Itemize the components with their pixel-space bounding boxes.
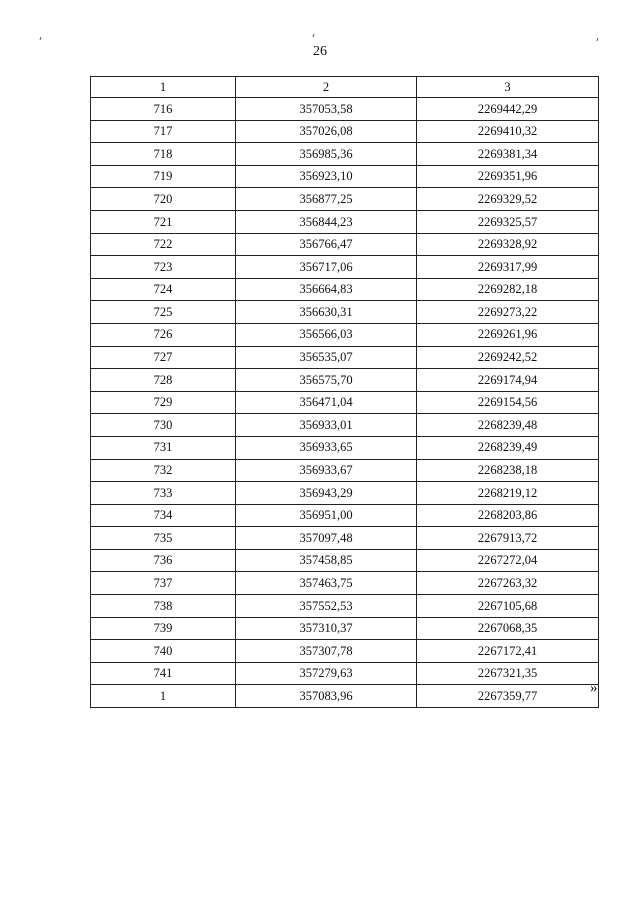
y-coordinate-cell: 2267263,32 <box>417 572 599 595</box>
scan-speck <box>313 34 315 37</box>
x-coordinate-cell: 357026,08 <box>236 120 417 143</box>
point-number-cell: 719 <box>91 165 236 188</box>
page-number: 26 <box>313 44 327 59</box>
table-row <box>91 662 599 685</box>
y-coordinate-cell: 2269351,96 <box>417 165 599 188</box>
point-number-cell: 731 <box>91 436 236 459</box>
column-header-3: 3 <box>417 77 599 98</box>
table-row <box>91 527 599 550</box>
point-number-cell: 724 <box>91 278 236 301</box>
y-coordinate-cell: 2267321,35 <box>417 662 599 685</box>
table-body <box>91 98 599 708</box>
x-coordinate-cell: 357463,75 <box>236 572 417 595</box>
point-number-cell: 722 <box>91 233 236 256</box>
x-coordinate-cell: 357458,85 <box>236 549 417 572</box>
x-coordinate-cell: 357279,63 <box>236 662 417 685</box>
x-coordinate-cell: 356985,36 <box>236 143 417 166</box>
closing-quote-mark: » <box>590 680 598 696</box>
y-coordinate-cell: 2267068,35 <box>417 617 599 640</box>
point-number-cell: 737 <box>91 572 236 595</box>
table-row <box>91 549 599 572</box>
y-coordinate-cell: 2269328,92 <box>417 233 599 256</box>
table-row <box>91 391 599 414</box>
table-row <box>91 595 599 618</box>
table-row <box>91 436 599 459</box>
table-row <box>91 301 599 324</box>
x-coordinate-cell: 357310,37 <box>236 617 417 640</box>
table-row <box>91 143 599 166</box>
x-coordinate-cell: 356717,06 <box>236 256 417 279</box>
x-coordinate-cell: 357307,78 <box>236 640 417 663</box>
table-row <box>91 278 599 301</box>
point-number-cell: 733 <box>91 482 236 505</box>
point-number-cell: 720 <box>91 188 236 211</box>
table-row <box>91 233 599 256</box>
y-coordinate-cell: 2267272,04 <box>417 549 599 572</box>
point-number-cell: 726 <box>91 323 236 346</box>
column-header-2: 2 <box>236 77 417 98</box>
x-coordinate-cell: 356933,67 <box>236 459 417 482</box>
column-header-1: 1 <box>91 77 236 98</box>
table-row <box>91 210 599 233</box>
table-header <box>91 77 599 98</box>
point-number-cell: 728 <box>91 369 236 392</box>
x-coordinate-cell: 356877,25 <box>236 188 417 211</box>
point-number-cell: 717 <box>91 120 236 143</box>
y-coordinate-cell: 2267913,72 <box>417 527 599 550</box>
point-number-cell: 734 <box>91 504 236 527</box>
point-number-cell: 1 <box>91 685 236 708</box>
table-row <box>91 572 599 595</box>
x-coordinate-cell: 356566,03 <box>236 323 417 346</box>
y-coordinate-cell: 2269329,52 <box>417 188 599 211</box>
x-coordinate-cell: 356951,00 <box>236 504 417 527</box>
table-row <box>91 414 599 437</box>
table-row <box>91 617 599 640</box>
y-coordinate-cell: 2269442,29 <box>417 98 599 121</box>
point-number-cell: 723 <box>91 256 236 279</box>
y-coordinate-cell: 2269410,32 <box>417 120 599 143</box>
x-coordinate-cell: 356575,70 <box>236 369 417 392</box>
point-number-cell: 738 <box>91 595 236 618</box>
x-coordinate-cell: 356943,29 <box>236 482 417 505</box>
x-coordinate-cell: 356933,65 <box>236 436 417 459</box>
y-coordinate-cell: 2269282,18 <box>417 278 599 301</box>
x-coordinate-cell: 356535,07 <box>236 346 417 369</box>
y-coordinate-cell: 2268238,18 <box>417 459 599 482</box>
table-row <box>91 685 599 708</box>
point-number-cell: 729 <box>91 391 236 414</box>
point-number-cell: 725 <box>91 301 236 324</box>
x-coordinate-cell: 356923,10 <box>236 165 417 188</box>
y-coordinate-cell: 2269174,94 <box>417 369 599 392</box>
point-number-cell: 739 <box>91 617 236 640</box>
x-coordinate-cell: 356933,01 <box>236 414 417 437</box>
point-number-cell: 727 <box>91 346 236 369</box>
table-row <box>91 188 599 211</box>
x-coordinate-cell: 356471,04 <box>236 391 417 414</box>
y-coordinate-cell: 2268203,86 <box>417 504 599 527</box>
y-coordinate-cell: 2269317,99 <box>417 256 599 279</box>
y-coordinate-cell: 2268219,12 <box>417 482 599 505</box>
table-row <box>91 323 599 346</box>
table-row <box>91 256 599 279</box>
table-row <box>91 120 599 143</box>
y-coordinate-cell: 2267172,41 <box>417 640 599 663</box>
point-number-cell: 736 <box>91 549 236 572</box>
table-row <box>91 98 599 121</box>
x-coordinate-cell: 356630,31 <box>236 301 417 324</box>
y-coordinate-cell: 2269242,52 <box>417 346 599 369</box>
x-coordinate-cell: 356664,83 <box>236 278 417 301</box>
point-number-cell: 735 <box>91 527 236 550</box>
point-number-cell: 741 <box>91 662 236 685</box>
y-coordinate-cell: 2269261,96 <box>417 323 599 346</box>
y-coordinate-cell: 2269325,57 <box>417 210 599 233</box>
x-coordinate-cell: 357097,48 <box>236 527 417 550</box>
x-coordinate-cell: 357083,96 <box>236 685 417 708</box>
y-coordinate-cell: 2269273,22 <box>417 301 599 324</box>
table-header-row <box>91 77 599 98</box>
table-row <box>91 459 599 482</box>
x-coordinate-cell: 356766,47 <box>236 233 417 256</box>
point-number-cell: 740 <box>91 640 236 663</box>
table-row <box>91 640 599 663</box>
point-number-cell: 730 <box>91 414 236 437</box>
coordinates-table <box>90 76 599 708</box>
point-number-cell: 732 <box>91 459 236 482</box>
y-coordinate-cell: 2267359,77 <box>417 685 599 708</box>
x-coordinate-cell: 357053,58 <box>236 98 417 121</box>
x-coordinate-cell: 356844,23 <box>236 210 417 233</box>
y-coordinate-cell: 2268239,49 <box>417 436 599 459</box>
y-coordinate-cell: 2268239,48 <box>417 414 599 437</box>
table-row <box>91 504 599 527</box>
table-row <box>91 165 599 188</box>
point-number-cell: 718 <box>91 143 236 166</box>
point-number-cell: 721 <box>91 210 236 233</box>
y-coordinate-cell: 2267105,68 <box>417 595 599 618</box>
point-number-cell: 716 <box>91 98 236 121</box>
y-coordinate-cell: 2269154,56 <box>417 391 599 414</box>
y-coordinate-cell: 2269381,34 <box>417 143 599 166</box>
scan-speck <box>597 38 599 41</box>
table-row <box>91 482 599 505</box>
table-row <box>91 346 599 369</box>
table-row <box>91 369 599 392</box>
x-coordinate-cell: 357552,53 <box>236 595 417 618</box>
scan-speck <box>40 37 42 40</box>
